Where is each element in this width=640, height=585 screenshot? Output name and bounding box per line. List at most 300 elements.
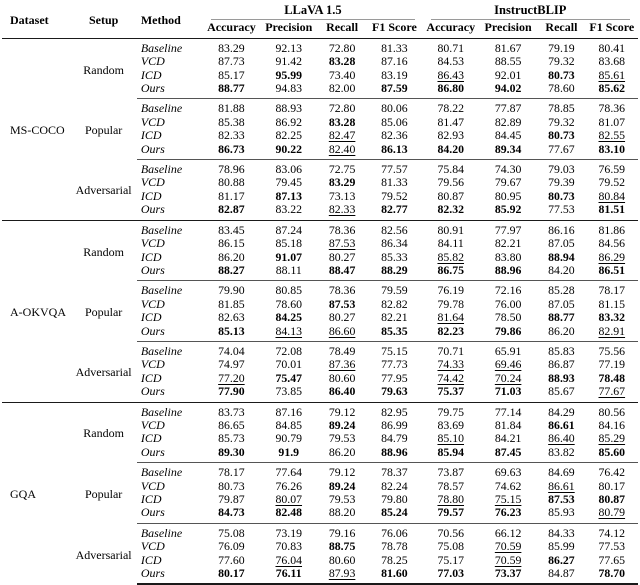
metric-value: 81.86 [586,220,638,237]
metric-value: 89.24 [328,479,356,493]
metric-value: 84.20 [548,263,575,277]
method-label: ICD [140,371,162,385]
metric-value: 78.85 [537,99,585,116]
metric-value: 86.27 [548,553,575,567]
metric-value: 73.85 [275,385,303,399]
metric-value: 82.93 [437,129,465,143]
method-label: Ours [140,385,165,399]
method-label: Baseline [137,402,203,419]
metric-value: 91.07 [275,250,303,264]
metric-value: 78.78 [381,540,408,554]
setup-label: Adversarial [75,547,132,562]
metric-value: 94.83 [275,82,303,96]
setup-label: Random [70,220,136,281]
metric-value: 85.38 [218,115,245,129]
metric-value: 79.90 [203,281,259,298]
metric-value: 92.13 [260,38,318,55]
metric-value: 79.53 [328,493,356,506]
col-group-instructblip [423,2,638,21]
col-group-instructblip-label: InstructBLIP [431,4,630,20]
col-header-llava-f1: F1 Score [366,21,422,38]
metric-value: 83.45 [203,220,259,237]
method-label: VCD [140,358,165,372]
metric-value: 83.69 [437,418,465,432]
metric-value: 72.16 [479,281,537,298]
metric-value: 70.59 [494,553,522,567]
metric-value: 86.34 [381,237,408,251]
metric-value: 79.32 [548,115,575,129]
metric-value: 85.62 [598,82,626,96]
metric-value: 86.92 [275,115,303,129]
metric-value: 73.40 [328,68,356,82]
metric-value: 90.22 [275,142,303,156]
metric-value: 82.89 [494,115,522,129]
col-header-instructblip-accuracy: Accuracy [423,21,479,38]
method-label: Ours [140,445,165,459]
metric-value: 86.40 [328,385,356,399]
metric-value: 83.28 [328,55,356,69]
metric-value: 80.88 [218,176,245,190]
metric-value: 82.33 [328,203,356,217]
metric-value: 78.60 [275,297,303,311]
metric-value: 80.60 [328,553,356,567]
metric-value: 81.47 [437,115,465,129]
metric-value: 88.11 [275,263,302,277]
metric-value: 70.71 [423,341,479,358]
table-row [2,281,638,298]
metric-value: 78.50 [494,311,522,325]
metric-value: 82.47 [328,129,356,143]
metric-value: 82.33 [218,129,245,143]
metric-value: 88.29 [381,263,408,277]
metric-value: 73.13 [328,189,356,203]
metric-value: 86.40 [548,432,575,446]
metric-value: 81.15 [598,297,626,311]
metric-value: 86.61 [548,418,575,432]
metric-value: 82.48 [275,506,303,520]
method-label: ICD [140,311,162,325]
metric-value: 86.20 [328,445,356,459]
metric-value: 75.08 [437,540,465,554]
method-label: VCD [140,540,165,554]
metric-value: 87.16 [260,402,318,419]
metric-value: 78.80 [437,493,465,506]
method-label: Baseline [137,220,203,237]
metric-value: 79.12 [318,463,366,480]
method-label: Ours [140,142,165,156]
table-row [2,463,638,480]
metric-value: 70.83 [275,540,303,554]
metric-value: 85.83 [537,341,585,358]
col-header-dataset: Dataset [2,2,70,38]
method-label: ICD [140,553,162,567]
metric-value: 82.21 [381,311,408,325]
metric-value: 87.05 [548,237,575,251]
metric-value: 80.41 [586,38,638,55]
setup-label: Popular [84,486,123,501]
metric-value: 79.80 [381,493,408,506]
metric-value: 91.9 [278,445,300,459]
col-header-instructblip-precision: Precision [479,21,537,38]
metric-value: 82.21 [494,237,522,251]
metric-value: 81.84 [494,418,522,432]
method-label: Baseline [137,341,203,358]
metric-value: 95.99 [275,68,303,82]
metric-value: 87.53 [328,237,356,251]
metric-value: 87.16 [381,55,408,69]
metric-value: 84.20 [437,142,465,156]
metric-value: 70.59 [494,540,522,554]
metric-value: 66.12 [479,523,537,540]
metric-value: 83.32 [598,311,626,325]
metric-value: 80.73 [548,68,575,82]
metric-value: 77.90 [218,385,245,399]
metric-value: 86.61 [548,479,575,493]
metric-value: 78.36 [586,99,638,116]
metric-value: 85.29 [598,432,626,446]
metric-value: 79.16 [318,523,366,540]
metric-value: 86.99 [381,418,408,432]
metric-value: 91.42 [275,55,303,69]
metric-value: 82.32 [437,203,465,217]
metric-value: 76.04 [275,553,303,567]
metric-value: 85.61 [598,68,626,82]
metric-value: 83.68 [598,55,626,69]
method-label: Ours [140,203,165,217]
metric-value: 80.56 [586,402,638,419]
metric-value: 86.73 [218,142,245,156]
table-row [2,160,638,177]
metric-value: 77.60 [218,553,245,567]
method-label: Baseline [137,463,203,480]
metric-value: 83.19 [381,68,408,82]
metric-value: 77.67 [598,385,626,399]
metric-value: 82.56 [366,220,422,237]
metric-value: 83.80 [494,250,522,264]
metric-value: 87.45 [494,445,522,459]
metric-value: 86.51 [598,263,626,277]
metric-value: 76.23 [494,506,522,520]
metric-value: 81.85 [218,297,245,311]
metric-value: 77.03 [423,567,479,584]
metric-value: 84.11 [437,237,464,251]
metric-value: 80.27 [328,311,356,325]
method-label: Baseline [137,99,203,116]
metric-value: 85.93 [548,506,575,520]
metric-value: 81.17 [218,189,245,203]
setup-label: Popular [84,304,123,319]
metric-value: 84.21 [494,432,522,446]
col-header-llava-recall: Recall [318,21,366,38]
metric-value: 83.29 [328,176,356,190]
metric-value: 80.73 [548,129,575,143]
metric-value: 88.96 [381,445,408,459]
metric-value: 89.34 [494,142,522,156]
metric-value: 78.17 [203,463,259,480]
metric-value: 80.87 [598,493,626,506]
metric-value: 87.59 [381,82,408,96]
metric-value: 74.42 [437,371,465,385]
metric-value: 78.17 [586,281,638,298]
metric-value: 82.63 [218,311,245,325]
metric-value: 72.80 [318,99,366,116]
metric-value: 87.93 [318,567,366,584]
metric-value: 79.03 [537,160,585,177]
col-group-llava [203,2,422,21]
metric-value: 78.36 [318,281,366,298]
table-row [2,341,638,358]
metric-value: 79.45 [275,176,303,190]
metric-value: 77.95 [381,371,408,385]
metric-value: 85.94 [437,445,465,459]
metric-value: 85.17 [218,68,245,82]
metric-value: 79.59 [366,281,422,298]
setup-label: Popular [84,123,123,138]
metric-value: 78.60 [548,82,575,96]
metric-value: 81.33 [381,176,408,190]
col-header-llava-precision: Precision [260,21,318,38]
table-body [2,38,638,584]
metric-value: 84.33 [537,523,585,540]
metric-value: 85.60 [598,445,626,459]
metric-value: 79.56 [437,176,465,190]
metric-value: 81.60 [366,567,422,584]
metric-value: 76.09 [218,540,245,554]
metric-value: 82.24 [381,479,408,493]
metric-value: 81.51 [598,203,626,217]
metric-value: 89.30 [218,445,245,459]
metric-value: 78.22 [423,99,479,116]
method-label: Baseline [137,281,203,298]
metric-value: 79.19 [537,38,585,55]
metric-value: 78.49 [318,341,366,358]
metric-value: 75.37 [437,385,465,399]
metric-value: 82.40 [328,142,356,156]
method-label: Ours [140,82,165,96]
metric-value: 86.60 [328,324,356,338]
metric-value: 79.87 [218,493,245,506]
method-label: ICD [140,129,162,143]
metric-value: 88.47 [328,263,356,277]
metric-value: 74.12 [586,523,638,540]
metric-value: 78.57 [437,479,465,493]
metric-value: 86.65 [218,418,245,432]
metric-value: 81.33 [366,38,422,55]
metric-value: 85.18 [275,237,303,251]
metric-value: 85.33 [381,250,408,264]
metric-value: 81.07 [598,115,626,129]
metric-value: 83.06 [260,160,318,177]
metric-value: 81.64 [437,311,465,325]
metric-value: 84.85 [275,418,303,432]
method-label: VCD [140,115,165,129]
metric-value: 86.43 [437,68,465,82]
method-label: Baseline [137,523,203,540]
metric-value: 74.30 [479,160,537,177]
metric-value: 77.87 [479,99,537,116]
metric-value: 85.10 [437,432,465,446]
setup-label: Random [70,402,136,463]
method-label: ICD [140,68,162,82]
method-label: VCD [140,297,165,311]
metric-value: 77.73 [381,358,408,372]
metric-value: 84.13 [275,324,303,338]
metric-value: 77.67 [548,142,575,156]
metric-value: 84.29 [537,402,585,419]
metric-value: 83.28 [328,115,356,129]
metric-value: 82.00 [328,82,356,96]
metric-value: 80.91 [423,220,479,237]
metric-value: 84.56 [598,237,626,251]
metric-value: 72.80 [318,38,366,55]
metric-value: 78.96 [203,160,259,177]
metric-value: 80.73 [548,189,575,203]
metric-value: 71.03 [494,385,522,399]
metric-value: 83.73 [203,402,259,419]
metric-value: 77.53 [598,540,626,554]
metric-value: 80.84 [598,189,626,203]
metric-value: 84.79 [381,432,408,446]
col-header-method: Method [137,2,203,38]
table-row [2,99,638,116]
metric-value: 87.36 [328,358,356,372]
metric-value: 84.87 [537,567,585,584]
method-label: Ours [140,506,165,520]
metric-value: 74.33 [437,358,465,372]
metric-value: 87.13 [275,189,303,203]
metric-value: 80.17 [598,479,626,493]
dataset-label: A-OKVQA [2,220,70,402]
metric-value: 85.67 [548,385,575,399]
metric-value: 76.11 [260,567,318,584]
metric-value: 86.16 [537,220,585,237]
metric-value: 82.36 [381,129,408,143]
metric-value: 84.45 [494,129,522,143]
metric-value: 80.17 [203,567,259,584]
metric-value: 82.77 [381,203,408,217]
metric-value: 82.25 [275,129,303,143]
metric-value: 77.57 [366,160,422,177]
metric-value: 82.91 [598,324,626,338]
metric-value: 78.36 [318,220,366,237]
metric-value: 83.22 [275,203,303,217]
table-row [2,402,638,419]
col-header-llava-accuracy: Accuracy [203,21,259,38]
metric-value: 79.39 [548,176,575,190]
metric-value: 82.55 [598,129,626,143]
metric-value: 86.75 [437,263,465,277]
metric-value: 81.88 [203,99,259,116]
metric-value: 80.85 [260,281,318,298]
method-label: ICD [140,432,162,446]
metric-value: 77.65 [598,553,626,567]
metric-value: 87.53 [328,297,356,311]
table-row [2,523,638,540]
results-table [2,2,638,585]
metric-value: 86.20 [548,324,575,338]
metric-value: 85.06 [381,115,408,129]
metric-value: 86.80 [437,82,465,96]
metric-value: 87.24 [260,220,318,237]
col-header-instructblip-f1: F1 Score [586,21,638,38]
metric-value: 88.93 [548,371,575,385]
metric-value: 80.07 [275,493,303,506]
metric-value: 82.87 [218,203,245,217]
metric-value: 76.42 [586,463,638,480]
metric-value: 73.37 [479,567,537,584]
metric-value: 79.67 [494,176,522,190]
metric-value: 77.53 [548,203,575,217]
setup-label: Adversarial [75,183,132,198]
metric-value: 87.53 [548,493,575,506]
metric-value: 84.25 [275,311,303,325]
metric-value: 87.05 [548,297,575,311]
metric-value: 79.63 [381,385,408,399]
method-label: VCD [140,479,165,493]
metric-value: 82.95 [366,402,422,419]
metric-value: 75.47 [275,371,303,385]
method-label: Ours [140,324,165,338]
setup-label: Adversarial [75,365,132,380]
metric-value: 94.02 [494,82,522,96]
metric-value: 72.08 [260,341,318,358]
metric-value: 82.82 [381,297,408,311]
method-label: ICD [140,493,162,506]
metric-value: 75.15 [366,341,422,358]
metric-value: 79.78 [437,297,465,311]
col-header-instructblip-recall: Recall [537,21,585,38]
metric-value: 75.17 [437,553,465,567]
metric-value: 88.55 [494,55,522,69]
metric-value: 79.32 [548,55,575,69]
method-label: Baseline [137,160,203,177]
method-label: Ours [137,567,203,584]
metric-value: 88.75 [328,540,356,554]
metric-value: 74.97 [218,358,245,372]
method-label: Ours [140,263,165,277]
metric-value: 75.56 [586,341,638,358]
metric-value: 88.93 [260,99,318,116]
table-header [2,2,638,38]
metric-value: 75.84 [423,160,479,177]
metric-value: 87.73 [218,55,245,69]
metric-value: 88.77 [218,82,245,96]
metric-value: 84.73 [218,506,245,520]
metric-value: 78.70 [586,567,638,584]
method-label: VCD [140,55,165,69]
metric-value: 76.59 [586,160,638,177]
metric-value: 73.87 [423,463,479,480]
metric-value: 76.26 [275,479,303,493]
metric-value: 65.91 [479,341,537,358]
metric-value: 84.53 [437,55,465,69]
table-row [2,220,638,237]
metric-value: 85.35 [381,324,408,338]
metric-value: 88.20 [328,506,356,520]
metric-value: 69.46 [494,358,522,372]
metric-value: 70.24 [494,371,522,385]
metric-value: 75.15 [494,493,522,506]
col-group-llava-label: LLaVA 1.5 [211,4,414,20]
metric-value: 80.73 [218,479,245,493]
method-label: Baseline [137,38,203,55]
metric-value: 76.06 [366,523,422,540]
metric-value: 86.20 [218,250,245,264]
metric-value: 77.14 [479,402,537,419]
metric-value: 84.16 [598,418,626,432]
metric-value: 85.73 [218,432,245,446]
metric-value: 79.12 [318,402,366,419]
